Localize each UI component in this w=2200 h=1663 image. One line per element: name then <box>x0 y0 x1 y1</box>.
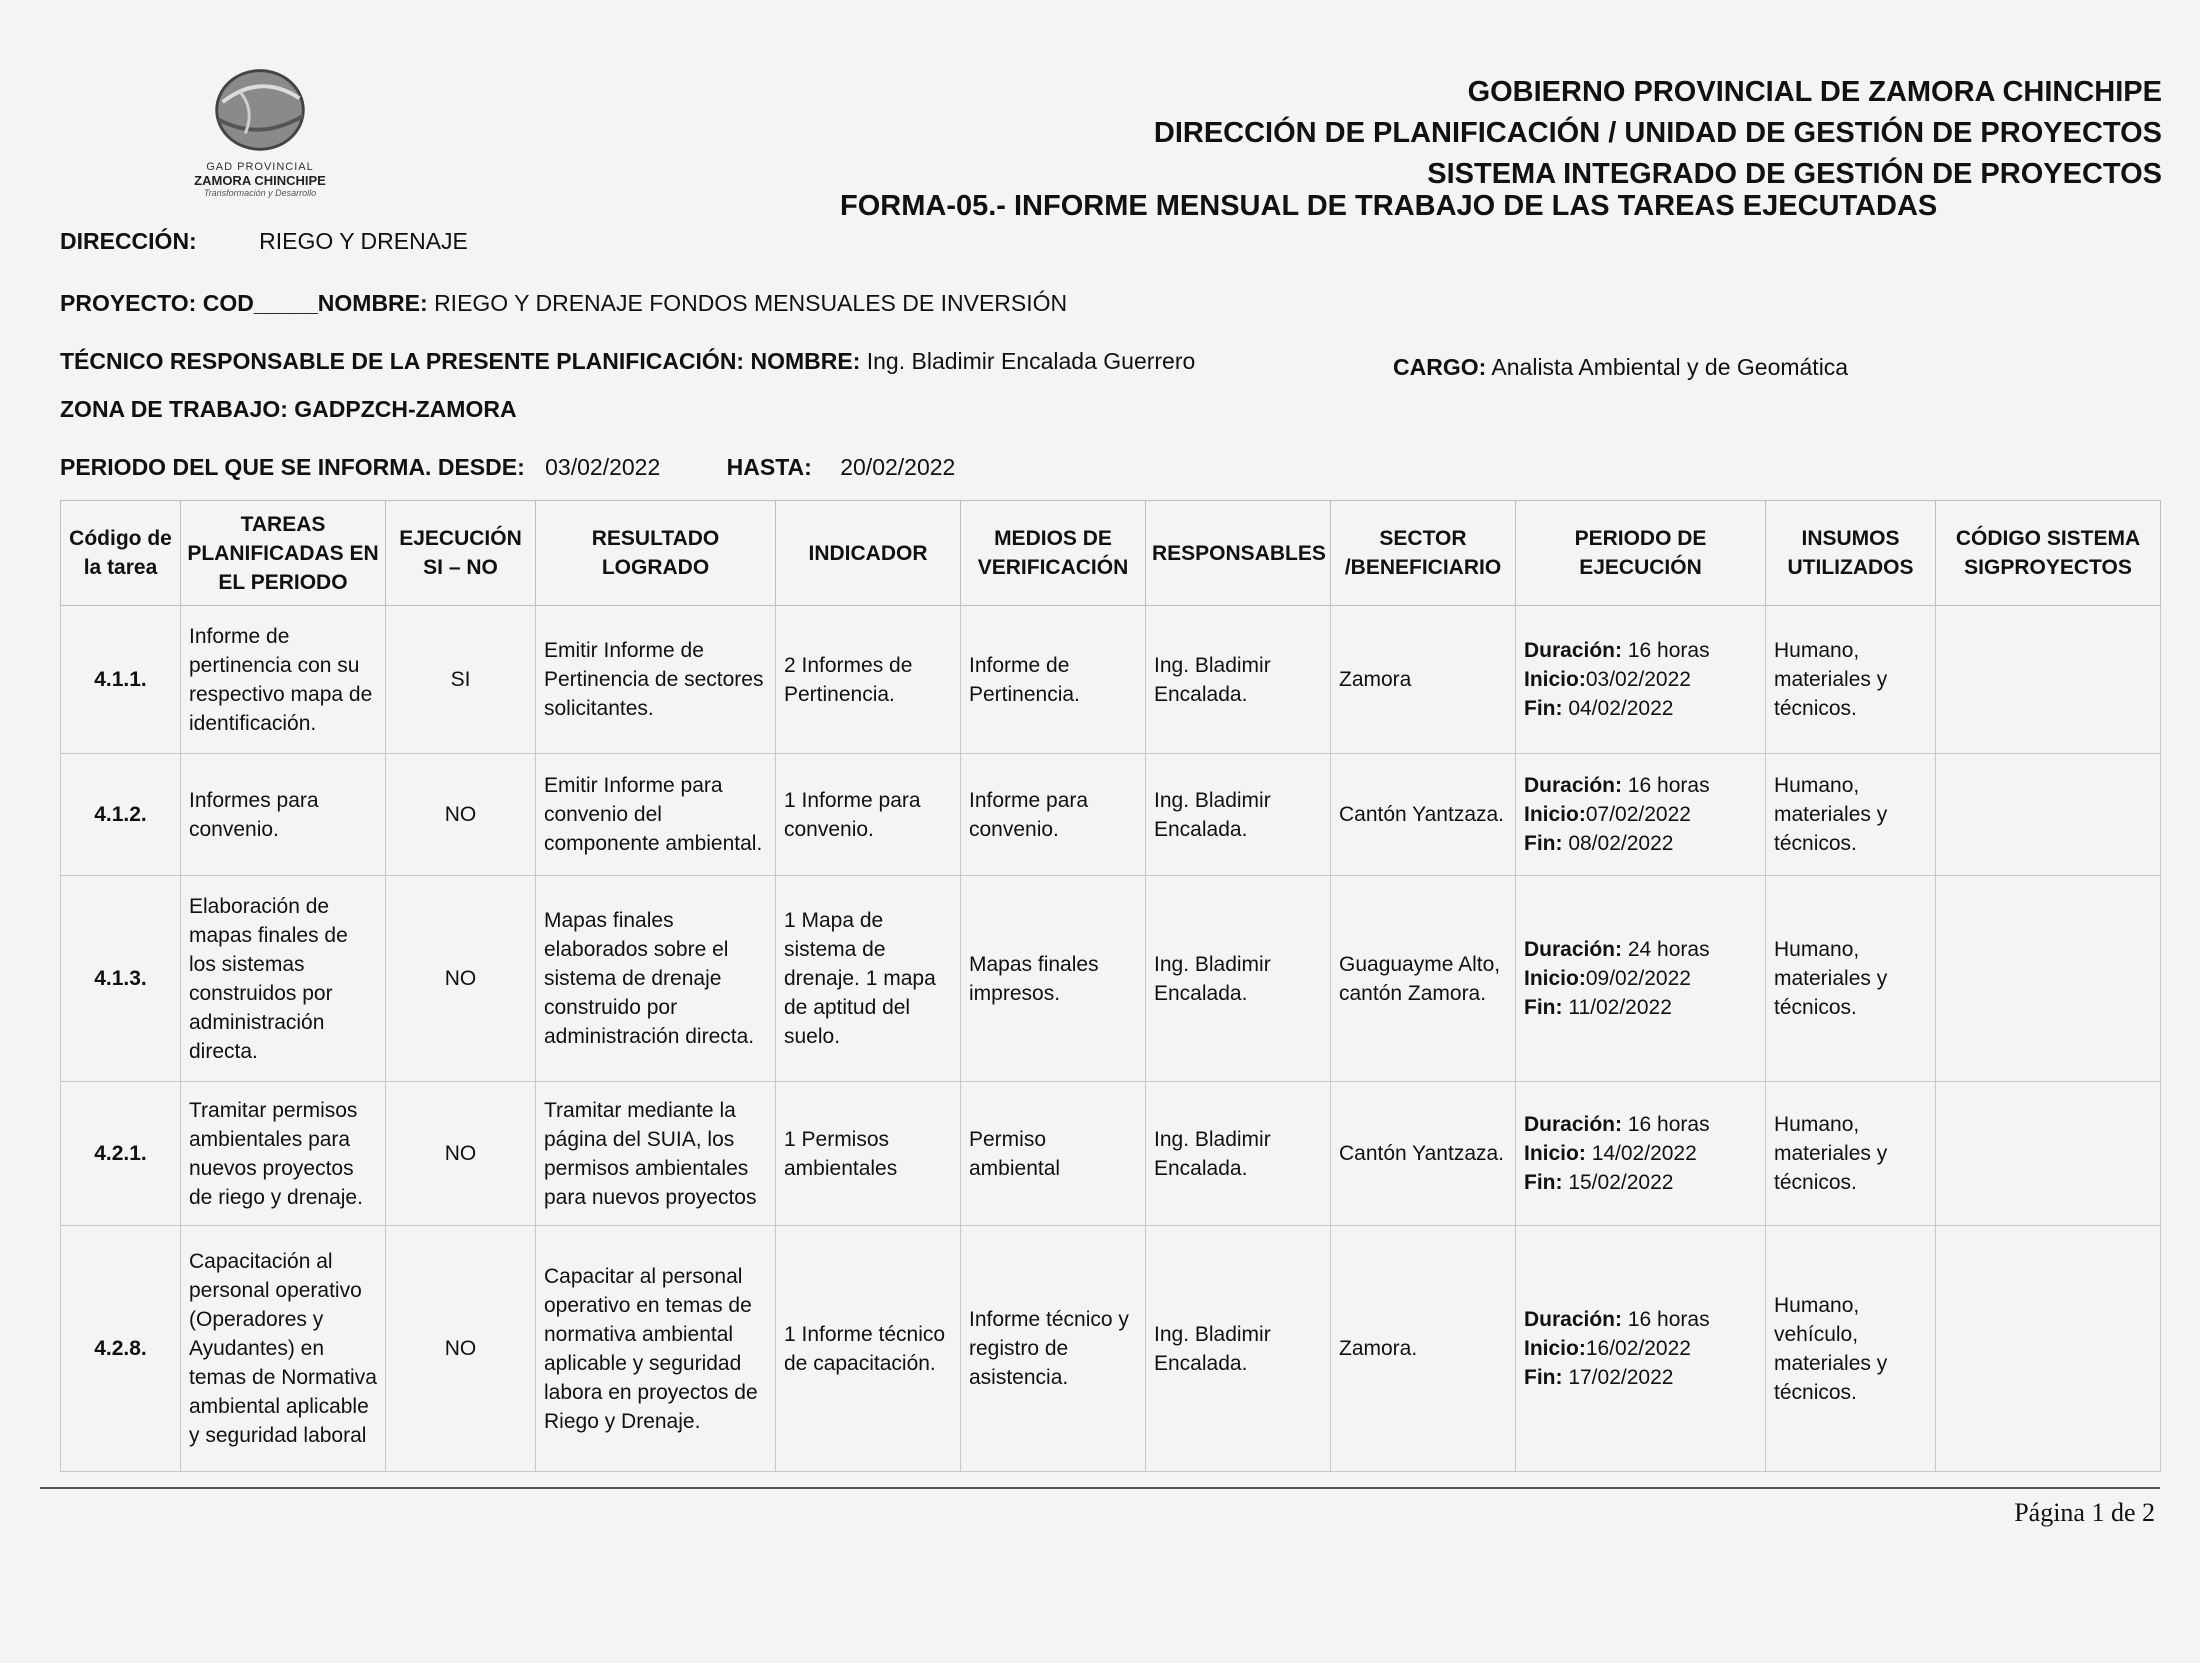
institution-header <box>1154 72 2162 195</box>
cell-sector: Zamora. <box>1331 1226 1516 1472</box>
logo-tagline: Transformación y Desarrollo <box>203 188 317 198</box>
header-line-1: GOBIERNO PROVINCIAL DE ZAMORA CHINCHIPE <box>1467 76 2162 108</box>
tecnico-label: TÉCNICO RESPONSABLE DE LA PRESENTE PLANIFICACIÓN: NOMBRE: <box>60 348 861 374</box>
cell-ejecucion: NO <box>386 1226 536 1472</box>
cell-insumos: Humano, materiales y técnicos. <box>1766 1082 1936 1226</box>
header-codigo: Código de la tarea <box>61 501 181 606</box>
cell-insumos: Humano, materiales y técnicos. <box>1766 876 1936 1082</box>
duracion-label: Duración: <box>1524 639 1623 662</box>
proyecto-label: PROYECTO: COD_____ <box>60 290 318 316</box>
inicio-value: 09/02/2022 <box>1585 967 1691 990</box>
cell-codigo: 4.1.3. <box>61 876 181 1082</box>
cell-medios: Informe de Pertinencia. <box>961 606 1146 754</box>
table-header-row <box>61 501 2161 606</box>
hasta-value: 20/02/2022 <box>840 454 956 480</box>
nombre-value: RIEGO Y DRENAJE FONDOS MENSUALES DE INVERSIÓN <box>434 290 1068 316</box>
duracion-value: 16 horas <box>1627 774 1710 797</box>
cell-responsables: Ing. Bladimir Encalada. <box>1146 606 1331 754</box>
cell-indicador: 1 Informe técnico de capacitación. <box>776 1226 961 1472</box>
cell-periodo <box>1516 606 1766 754</box>
cell-periodo <box>1516 876 1766 1082</box>
cell-insumos: Humano, materiales y técnicos. <box>1766 606 1936 754</box>
cell-sector: Cantón Yantzaza. <box>1331 754 1516 876</box>
duracion-value: 16 horas <box>1627 1113 1710 1136</box>
inicio-label: Inicio: <box>1524 1142 1586 1165</box>
periodo-row <box>60 454 955 481</box>
header-sector: SECTOR /BENEFICIARIO <box>1331 501 1516 606</box>
fin-label: Fin: <box>1524 1366 1563 1389</box>
cell-insumos: Humano, materiales y técnicos. <box>1766 754 1936 876</box>
direccion-value: RIEGO Y DRENAJE <box>259 228 468 254</box>
desde-value: 03/02/2022 <box>545 454 661 480</box>
direccion-row <box>60 228 468 255</box>
proyecto-row <box>60 290 1067 317</box>
cell-tarea: Informe de pertinencia con su respectivo mapa de identificación. <box>181 606 386 754</box>
zona-label: ZONA DE TRABAJO: GADPZCH-ZAMORA <box>60 396 517 422</box>
inicio-label: Inicio: <box>1524 1337 1586 1360</box>
header-tareas: TAREAS PLANIFICADAS EN EL PERIODO <box>181 501 386 606</box>
cell-codigo-sistema <box>1936 606 2161 754</box>
cell-codigo: 4.1.1. <box>61 606 181 754</box>
fin-value: 08/02/2022 <box>1568 832 1674 855</box>
header-medios: MEDIOS DE VERIFICACIÓN <box>961 501 1146 606</box>
cell-resultado: Tramitar mediante la página del SUIA, los permisos ambientales para nuevos proyectos <box>536 1082 776 1226</box>
cargo-value: Analista Ambiental y de Geomática <box>1491 354 1849 380</box>
cell-codigo: 4.1.2. <box>61 754 181 876</box>
header-codigo-sistema: CÓDIGO SISTEMA SIGPROYECTOS <box>1936 501 2161 606</box>
cell-indicador: 1 Permisos ambientales <box>776 1082 961 1226</box>
logo-gad-text: GAD PROVINCIAL <box>206 161 314 173</box>
duracion-label: Duración: <box>1524 774 1623 797</box>
inicio-label: Inicio: <box>1524 967 1586 990</box>
header-line-2: DIRECCIÓN DE PLANIFICACIÓN / UNIDAD DE GESTIÓN DE PROYECTOS <box>1153 117 2162 149</box>
fin-label: Fin: <box>1524 1171 1563 1194</box>
cell-medios: Informe para convenio. <box>961 754 1146 876</box>
fin-value: 04/02/2022 <box>1568 697 1674 720</box>
duracion-label: Duración: <box>1524 1308 1623 1331</box>
cell-medios: Mapas finales impresos. <box>961 876 1146 1082</box>
cell-codigo-sistema <box>1936 754 2161 876</box>
duracion-label: Duración: <box>1524 1113 1623 1136</box>
duracion-value: 16 horas <box>1627 1308 1710 1331</box>
fin-label: Fin: <box>1524 697 1563 720</box>
nombre-label: NOMBRE: <box>317 290 428 316</box>
cell-resultado: Emitir Informe de Pertinencia de sectores solicitantes. <box>536 606 776 754</box>
cell-responsables: Ing. Bladimir Encalada. <box>1146 876 1331 1082</box>
cell-tarea: Informes para convenio. <box>181 754 386 876</box>
header-insumos: INSUMOS UTILIZADOS <box>1766 501 1936 606</box>
cell-periodo <box>1516 754 1766 876</box>
cell-periodo <box>1516 1226 1766 1472</box>
cell-indicador: 2 Informes de Pertinencia. <box>776 606 961 754</box>
table-row <box>61 1226 2161 1472</box>
inicio-value: 03/02/2022 <box>1585 668 1691 691</box>
table-row <box>61 606 2161 754</box>
fin-label: Fin: <box>1524 832 1563 855</box>
cell-medios: Informe técnico y registro de asistencia. <box>961 1226 1146 1472</box>
fin-value: 17/02/2022 <box>1568 1366 1674 1389</box>
inicio-value: 07/02/2022 <box>1585 803 1691 826</box>
cell-codigo: 4.2.1. <box>61 1082 181 1226</box>
cell-responsables: Ing. Bladimir Encalada. <box>1146 754 1331 876</box>
cell-medios: Permiso ambiental <box>961 1082 1146 1226</box>
cell-codigo-sistema <box>1936 1226 2161 1472</box>
table-row <box>61 1082 2161 1226</box>
form-title: FORMA-05.- INFORME MENSUAL DE TRABAJO DE LAS TAREAS EJECUTADAS <box>840 190 1938 222</box>
cell-codigo: 4.2.8. <box>61 1226 181 1472</box>
cell-tarea: Capacitación al personal operativo (Operadores y Ayudantes) en temas de Normativa ambiental aplicable y seguridad laboral <box>181 1226 386 1472</box>
table-row <box>61 876 2161 1082</box>
cargo-row <box>1393 354 1848 381</box>
header-resultado: RESULTADO LOGRADO <box>536 501 776 606</box>
header-ejecucion: EJECUCIÓN SI – NO <box>386 501 536 606</box>
duracion-label: Duración: <box>1524 938 1623 961</box>
inicio-label: Inicio: <box>1524 803 1586 826</box>
gad-logo <box>180 62 340 202</box>
cell-sector: Guaguayme Alto, cantón Zamora. <box>1331 876 1516 1082</box>
cell-resultado: Capacitar al personal operativo en temas de normativa ambiental aplicable y seguridad labora en proyectos de Riego y Drenaje. <box>536 1226 776 1472</box>
duracion-value: 16 horas <box>1627 639 1710 662</box>
footer-divider <box>40 1487 2160 1489</box>
logo-province-text: ZAMORA CHINCHIPE <box>194 173 326 188</box>
direccion-label: DIRECCIÓN: <box>60 228 197 254</box>
cell-ejecucion: NO <box>386 876 536 1082</box>
globe-logo-icon <box>201 62 319 154</box>
cell-indicador: 1 Mapa de sistema de drenaje. 1 mapa de aptitud del suelo. <box>776 876 961 1082</box>
header-periodo: PERIODO DE EJECUCIÓN <box>1516 501 1766 606</box>
cell-sector: Zamora <box>1331 606 1516 754</box>
inicio-value: 16/02/2022 <box>1585 1337 1691 1360</box>
header-indicador: INDICADOR <box>776 501 961 606</box>
duracion-value: 24 horas <box>1627 938 1710 961</box>
table-row <box>61 754 2161 876</box>
cell-resultado: Mapas finales elaborados sobre el sistema de drenaje construido por administración directa. <box>536 876 776 1082</box>
tecnico-row <box>60 348 1195 375</box>
periodo-label: PERIODO DEL QUE SE INFORMA. DESDE: <box>60 454 525 480</box>
cell-codigo-sistema <box>1936 1082 2161 1226</box>
cell-ejecucion: SI <box>386 606 536 754</box>
page-number: Página 1 de 2 <box>2014 1498 2155 1527</box>
header-line-3: SISTEMA INTEGRADO DE GESTIÓN DE PROYECTOS <box>1427 158 2162 190</box>
cell-tarea: Elaboración de mapas finales de los sistemas construidos por administración directa. <box>181 876 386 1082</box>
inicio-label: Inicio: <box>1524 668 1586 691</box>
cell-responsables: Ing. Bladimir Encalada. <box>1146 1226 1331 1472</box>
cell-ejecucion: NO <box>386 754 536 876</box>
cell-periodo <box>1516 1082 1766 1226</box>
header-responsables: RESPONSABLES <box>1146 501 1331 606</box>
cell-resultado: Emitir Informe para convenio del componente ambiental. <box>536 754 776 876</box>
inicio-value: 14/02/2022 <box>1591 1142 1697 1165</box>
cell-responsables: Ing. Bladimir Encalada. <box>1146 1082 1331 1226</box>
zona-row <box>60 396 517 423</box>
cell-ejecucion: NO <box>386 1082 536 1226</box>
cell-tarea: Tramitar permisos ambientales para nuevos proyectos de riego y drenaje. <box>181 1082 386 1226</box>
cell-codigo-sistema <box>1936 876 2161 1082</box>
fin-value: 15/02/2022 <box>1568 1171 1674 1194</box>
cell-sector: Cantón Yantzaza. <box>1331 1082 1516 1226</box>
cell-insumos: Humano, vehículo, materiales y técnicos. <box>1766 1226 1936 1472</box>
fin-label: Fin: <box>1524 996 1563 1019</box>
fin-value: 11/02/2022 <box>1568 996 1672 1019</box>
hasta-label: HASTA: <box>726 454 812 480</box>
cell-indicador: 1 Informe para convenio. <box>776 754 961 876</box>
tasks-table <box>60 500 2161 1472</box>
tecnico-value: Ing. Bladimir Encalada Guerrero <box>866 348 1196 374</box>
cargo-label: CARGO: <box>1393 354 1487 380</box>
